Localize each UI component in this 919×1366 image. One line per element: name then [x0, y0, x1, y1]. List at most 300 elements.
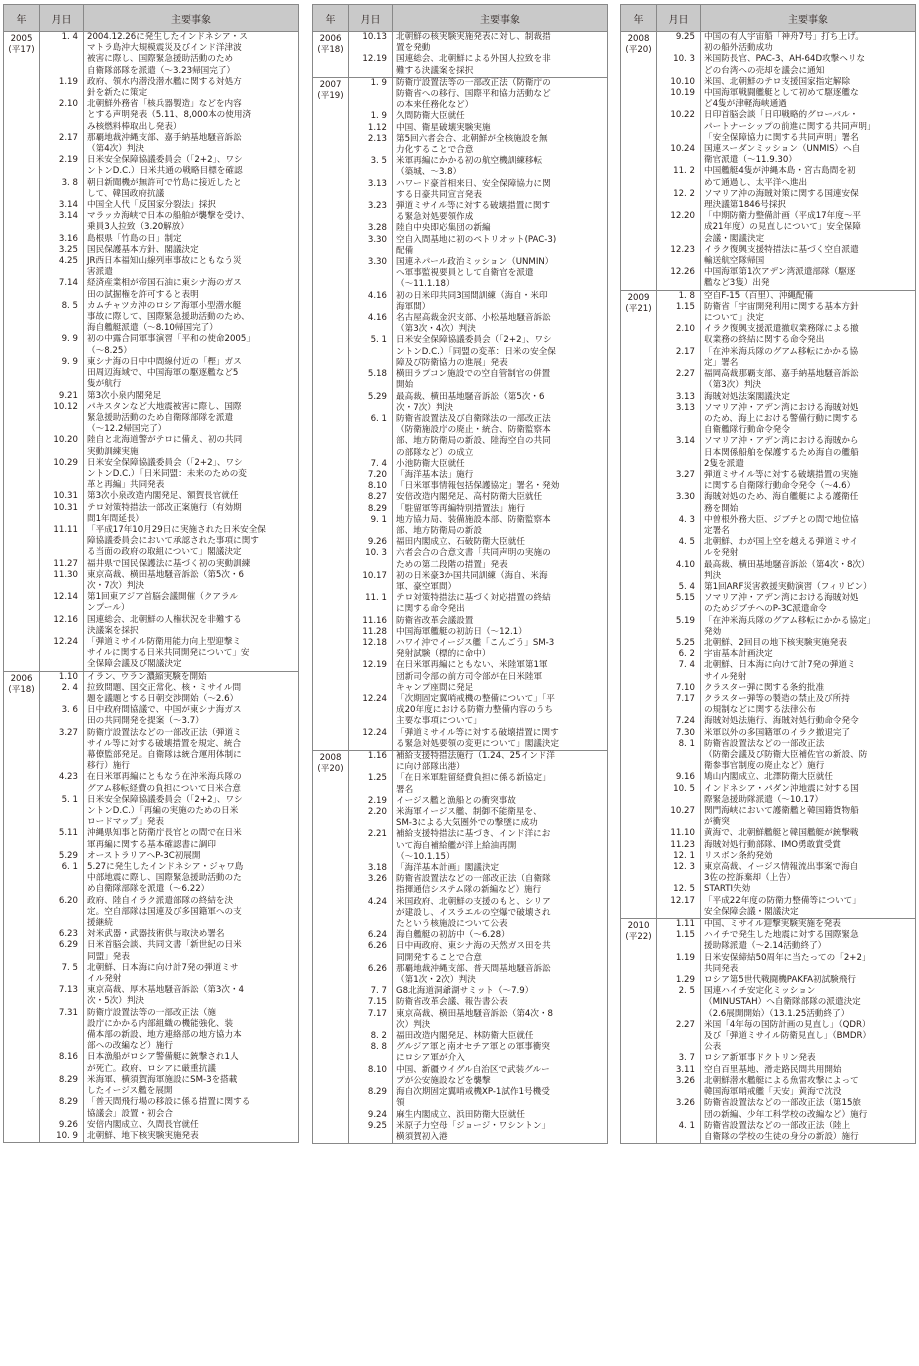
table-row: [657, 267, 915, 289]
event-text: 北朝鮮の核実験実施発表に対し、制裁措 置を発動: [396, 32, 551, 54]
event-text: 空自F-15（百里）、沖縄配備: [704, 290, 814, 301]
event-text: 防衛省改革会議設置: [396, 615, 474, 626]
table-row: [349, 660, 607, 694]
table-row: [657, 54, 915, 76]
table-row: [40, 256, 298, 278]
event-text: 初の日米豪3か国共同訓練（海自、米海 軍、豪空軍間）: [396, 570, 548, 592]
event-date: 9.25: [349, 1121, 393, 1143]
event-text: ハイチで発生した地震に対する国際緊急 援助隊派遣（～2.14活動終了）: [704, 930, 859, 952]
table-row: [657, 986, 915, 1020]
event-date: 10.27: [657, 806, 701, 828]
event-text: 福田内閣成立、石破防衛大臣就任: [396, 537, 525, 548]
event-date: 2.10: [657, 324, 701, 346]
table-row: [657, 683, 915, 694]
table-row: [657, 884, 915, 895]
event-text: 北朝鮮、地下核実験実施発表: [87, 1130, 199, 1141]
event-date: 1. 9: [349, 111, 393, 122]
table-row: [349, 459, 607, 470]
event-date: 5. 1: [40, 795, 84, 829]
table-row: [349, 414, 607, 459]
event-date: 8. 5: [40, 301, 84, 335]
event-text: 地方協力局、装備施設本部、防衛監察本 部、地方防衛局の新設: [396, 514, 551, 536]
event-text: STARTⅠ失効: [704, 884, 751, 895]
event-date: 3.18: [349, 863, 393, 874]
table-row: [349, 134, 607, 156]
event-date: 1.15: [657, 930, 701, 952]
event-text: ハワイ沖でイージス艦「こんごう」SM-3 発射試験（標的に命中）: [396, 637, 555, 660]
event-text: 中国、衛星破壊実験実施: [396, 122, 491, 133]
table-row: [349, 179, 607, 201]
event-date: 3.30: [349, 257, 393, 291]
table-row: [40, 862, 298, 896]
table-row: [657, 110, 915, 144]
table-column-2: [312, 4, 608, 1144]
table-row: [657, 828, 915, 839]
event-text: 東京高裁、イージス情報流出事案で海自 3佐の控訴棄却（上告）: [704, 862, 859, 884]
table-row: [657, 716, 915, 727]
table-row: [349, 1042, 607, 1064]
event-date: 10.31: [40, 503, 84, 525]
table-row: [657, 492, 915, 514]
table-row: [657, 851, 915, 862]
table-row: [657, 975, 915, 986]
table-row: [349, 392, 607, 414]
event-date: 7. 5: [40, 963, 84, 985]
table-row: [40, 334, 298, 356]
event-date: 8. 8: [349, 1042, 393, 1064]
event-date: 12.19: [349, 54, 393, 76]
event-text: 東京高裁、横田基地騒音訴訟（第4次・8 次）判決: [396, 1008, 554, 1030]
event-text: 防衛省設置法などの一部改正法（自衛隊 指揮通信システム隊の新編など）施行: [396, 874, 551, 896]
event-date: 1.19: [40, 77, 84, 99]
event-text: 福井県で国民保護法に基づく初の実動訓練: [87, 558, 251, 569]
table-row: [40, 615, 298, 637]
event-text: 「中期防衛力整備計画（平成17年度～平 成21年度）の見直しについて」安全保障 会議・閣議決定: [704, 211, 862, 244]
table-row: [349, 1065, 607, 1087]
event-text: 北朝鮮外務省「核兵器製造」などを内容 とする声明発表（5.11、8,000本の使用済 み核燃料棒取出し発表）: [87, 99, 252, 132]
event-text: 海賊対処法施行、海賊対処行動命令発令: [704, 716, 859, 727]
table-row: [657, 582, 915, 593]
header-date: 月日: [40, 5, 84, 31]
table-row: [40, 211, 298, 233]
event-list: [349, 32, 607, 77]
table-row: [349, 201, 607, 223]
event-text: 日本漁船がロシア警備艇に銃撃され1人 が死亡。政府、ロシアに厳重抗議: [87, 1052, 239, 1074]
header-year: 年: [4, 5, 40, 31]
event-date: 7.15: [349, 997, 393, 1008]
event-date: 3. 8: [40, 178, 84, 200]
event-date: 6.20: [40, 896, 84, 930]
table-row: [40, 32, 298, 77]
table-row: [657, 739, 915, 773]
event-text: 鳩山内閣成立、北澤防衛大臣就任: [704, 772, 833, 783]
event-date: 3.30: [657, 492, 701, 514]
event-text: 2004.12.26に発生したインドネシア・ス マトラ島沖大規模震災及びインド洋津波 被害に際し、国際緊急援助活動のため 自衛隊部隊を派遣（～3.23帰国完了）: [87, 32, 248, 76]
table-row: [349, 515, 607, 537]
year-block: [620, 291, 916, 919]
event-list: [349, 78, 607, 750]
year-block: [620, 919, 916, 1144]
event-date: 5. 4: [657, 582, 701, 593]
event-list: [657, 291, 915, 918]
event-date: 1.19: [657, 953, 701, 975]
event-text: 朝日新聞機が無許可で竹島に接近したと して、韓国政府抗議: [87, 177, 242, 199]
event-date: 10. 3: [349, 548, 393, 570]
table-row: [349, 111, 607, 122]
event-text: 海自次期固定翼哨戒機XP-1試作1号機受 領: [396, 1087, 550, 1109]
event-text: カムチャツカ沖のロシア海軍小型潜水艇 事故に際して、国際緊急援助活動のため、 海自艦艇派遣（～8.10帰国完了）: [87, 300, 250, 334]
table-row: [349, 807, 607, 829]
event-date: 2.21: [349, 829, 393, 863]
table-row: [40, 133, 298, 155]
table-row: [349, 257, 607, 291]
event-text: クラスター弾に関する条約批准: [704, 682, 825, 693]
event-text: 第3次小泉改造内閣発足、額賀長官就任: [87, 491, 239, 502]
event-date: 11.11: [40, 525, 84, 559]
table-row: [349, 291, 607, 313]
event-text: 米国、北朝鮮のテロ支援国家指定解除: [704, 76, 851, 87]
event-text: 那覇地裁沖縄支部、嘉手納基地騒音訴訟 （第4次）判決: [87, 132, 242, 155]
table-row: [657, 537, 915, 559]
table-row: [657, 166, 915, 188]
table-row: [349, 863, 607, 874]
table-row: [349, 223, 607, 234]
event-date: 10. 3: [657, 54, 701, 76]
event-text: 米軍以外の多国籍軍のイラク撤退完了: [704, 727, 851, 738]
event-text: 米国「4年毎の国防計画の見直し」（QDR） 及び「弾道ミサイル防衛見直し」（BMDR） 公表: [704, 1019, 872, 1053]
event-text: 安倍内閣成立、久間長官就任: [87, 1119, 199, 1130]
year-block: [3, 672, 299, 1144]
table-row: [349, 548, 607, 570]
table-row: [40, 592, 298, 614]
event-text: 空自百里基地、滑走路民間共用開始: [704, 1064, 842, 1075]
event-text: 米軍再編にかかる初の航空機訓練移転 （築城、～3.8）: [396, 156, 543, 178]
table-row: [40, 705, 298, 727]
header-date: 月日: [349, 5, 393, 31]
table-row: [657, 728, 915, 739]
table-row: [349, 123, 607, 134]
event-date: 12.24: [349, 694, 393, 728]
table-row: [349, 627, 607, 638]
year-label: 2007 (平19): [313, 78, 349, 750]
table-row: [40, 525, 298, 559]
event-date: 1.11: [657, 919, 701, 930]
event-text: 米原子力空母「ジョージ・ワシントン」 横須賀初入港: [396, 1120, 551, 1142]
event-text: 補給支援特措法施行（1.24、25インド洋 に向け部隊出港）: [396, 751, 555, 773]
table-row: [657, 211, 915, 245]
event-text: 「在日米軍駐留経費負担に係る新協定」 署名: [396, 773, 551, 795]
event-text: 関門海峡において護衛艦と韓国籍貨物船 が衝突: [704, 806, 859, 828]
table-row: [40, 200, 298, 211]
table-row: [349, 32, 607, 54]
table-column-1: [3, 4, 299, 1143]
event-date: 2.19: [40, 155, 84, 177]
table-row: [40, 1052, 298, 1074]
table-row: [40, 1120, 298, 1131]
event-text: 初の中露合同軍事演習「平和の使命2005」 （～8.25）: [87, 334, 255, 356]
event-date: 11.30: [40, 570, 84, 592]
table-header: [3, 4, 299, 32]
event-text: ロシア新軍事ドクトリン発表: [704, 1053, 816, 1064]
event-date: 6.23: [40, 929, 84, 940]
event-date: 6.24: [349, 930, 393, 941]
table-row: [657, 436, 915, 470]
table-row: [657, 1020, 915, 1054]
event-date: 1.12: [349, 123, 393, 134]
table-row: [657, 896, 915, 918]
event-date: 10.13: [349, 32, 393, 54]
event-text: 中曽根外務大臣、ジブチとの間で地位協 定署名: [704, 514, 859, 536]
table-row: [40, 458, 298, 492]
event-date: 3.25: [40, 245, 84, 256]
event-text: 沖縄県知事と防衛庁長官との間で在日米 軍再編に関する基本確認書に調印: [87, 828, 242, 850]
event-date: 7. 4: [657, 660, 701, 682]
event-text: ソマリア沖の海賊対策に関する国連安保 理決議第1846号採択: [704, 188, 859, 211]
year-block: [312, 78, 608, 751]
table-row: [349, 1110, 607, 1121]
table-row: [40, 851, 298, 862]
table-row: [349, 829, 607, 863]
table-row: [657, 862, 915, 884]
event-text: 防衛省設置法などの一部改正法（陸上 自衛隊の学校の生徒の身分の新設）施行: [704, 1120, 859, 1142]
event-text: 第3次小泉内閣発足: [87, 390, 162, 401]
event-date: 12.26: [657, 267, 701, 289]
event-text: インドネシア・パダン沖地震に対する国 際緊急援助隊派遣（～10.17）: [704, 783, 859, 805]
table-row: [40, 301, 298, 335]
event-text: イラク復興支援特措法に基づく空自派遣 輸送航空隊帰国: [704, 244, 859, 267]
table-row: [349, 874, 607, 896]
event-date: 10.31: [40, 491, 84, 502]
event-text: 日印首脳会談「日印戦略的グローバル・ パートナーシップの前進に関する共同声明」 「安全保障協力に関する共同声明」署名: [704, 110, 876, 143]
event-text: リスボン条約発効: [704, 850, 773, 861]
header-event: 主要事象: [480, 14, 520, 26]
event-text: 防衛省改革会議、報告書公表: [396, 997, 508, 1008]
event-text: 宇宙基本計画決定: [704, 649, 773, 660]
event-date: 10.29: [40, 458, 84, 492]
event-text: 「普天間飛行場の移設に係る措置に関する 協議会」設置・初会合: [87, 1097, 251, 1119]
event-date: 2.10: [40, 99, 84, 133]
event-text: ソマリア沖・アデン湾における海賊対処 のためジブチへのP-3C派遣命令: [704, 593, 859, 615]
event-date: 5.18: [349, 369, 393, 391]
year-label: 2008 (平20): [313, 751, 349, 1143]
event-date: 6. 2: [657, 649, 701, 660]
event-date: 12. 3: [657, 862, 701, 884]
table-row: [349, 694, 607, 728]
event-date: 1.15: [657, 302, 701, 324]
event-date: 9. 1: [349, 515, 393, 537]
table-row: [349, 1087, 607, 1109]
event-date: 6. 1: [40, 862, 84, 896]
event-date: 2.17: [40, 133, 84, 155]
event-date: 3.11: [657, 1065, 701, 1076]
event-text: 5.27に発生したインドネシア・ジャワ島 中部地震に際し、国際緊急援助活動のた め自衛隊部隊を派遣（～6.22）: [87, 862, 244, 895]
event-date: 10.17: [349, 571, 393, 593]
event-date: 2.17: [657, 347, 701, 369]
event-text: 日米安全保障協議委員会（「2+2」、ワシ ントンD.C.）「日米同盟：未来のための変 革と再編」共同発表: [87, 457, 247, 491]
table-row: [40, 570, 298, 592]
event-list: [40, 32, 298, 671]
table-row: [657, 1076, 915, 1098]
event-text: 米国防長官、PAC-3、AH-64D攻撃ヘリな どの台湾への売却を議会に通知: [704, 54, 866, 76]
event-date: 2.19: [349, 796, 393, 807]
table-row: [349, 235, 607, 257]
table-row: [349, 728, 607, 750]
table-row: [40, 1008, 298, 1053]
event-text: 防衛庁設置法などの一部改正法（弾道ミ サイル等に対する破壊措置を規定、統合 幕僚監部発足。自衛隊は統合運用体制に 移行）施行: [87, 727, 242, 772]
event-text: 北朝鮮、日本海に向け計7発の弾道ミサ イル発射: [87, 962, 239, 985]
table-row: [349, 941, 607, 963]
event-date: 7.17: [657, 694, 701, 716]
year-block: [3, 32, 299, 672]
event-date: 12.18: [349, 638, 393, 660]
event-date: 9. 9: [40, 357, 84, 391]
event-text: 第1回東アジア首脳会議開催（クアラル ンプール）: [87, 592, 238, 614]
table-row: [349, 156, 607, 178]
table-row: [349, 492, 607, 503]
table-row: [657, 302, 915, 324]
table-row: [349, 616, 607, 627]
event-text: 防衛省設置法及び自衛隊法の一部改正法 （防衛施設庁の廃止・統合、防衛監察本 部、地方防衛局の新設、陸海空自の共同 の部隊など）の成立: [396, 413, 551, 458]
table-row: [40, 929, 298, 940]
year-label: 2006 (平18): [4, 672, 40, 1143]
event-date: 11. 1: [349, 593, 393, 615]
table-row: [657, 515, 915, 537]
event-date: 4.23: [40, 772, 84, 794]
event-date: 5.11: [40, 828, 84, 850]
event-date: 7.10: [657, 683, 701, 694]
table-header: [312, 4, 608, 32]
table-row: [349, 930, 607, 941]
event-date: 10.20: [40, 435, 84, 457]
event-text: 北朝鮮、2回目の地下核実験実施発表: [704, 637, 847, 648]
table-row: [657, 1098, 915, 1120]
table-row: [657, 403, 915, 437]
event-text: 横田ラプコン施設での空自管制官の併置 開始: [396, 369, 551, 391]
event-text: 「平成22年度の防衛力整備等について」 安全保障会議・閣議決定: [704, 895, 861, 917]
event-text: 久間防衛大臣就任: [396, 111, 465, 122]
event-date: 2.20: [349, 807, 393, 829]
table-row: [40, 1075, 298, 1097]
header-year: 年: [313, 5, 349, 31]
event-text: イラン、ウラン濃縮実験を開始: [87, 671, 207, 682]
table-row: [40, 245, 298, 256]
event-date: 9.25: [657, 32, 701, 54]
event-date: 8.10: [349, 481, 393, 492]
table-row: [40, 828, 298, 850]
table-row: [657, 245, 915, 267]
table-row: [349, 504, 607, 515]
event-date: 3.26: [657, 1076, 701, 1098]
event-date: 3.26: [349, 874, 393, 896]
event-text: 米国政府、北朝鮮の支援のもと、シリア が建設し、イスラエルの空爆で破壊され たという核施設について公表: [396, 896, 551, 930]
header-event: 主要事象: [788, 14, 828, 26]
header-date: 月日: [657, 5, 701, 31]
event-text: オーストラリアへP-3C初展開: [87, 850, 201, 861]
event-text: 海賊対処法案閣議決定: [704, 391, 790, 402]
event-text: 海賊対処行動部隊、IMO勇敢賞受賞: [704, 839, 842, 850]
event-text: 拉致問題、国交正常化、核・ミサイル問 題を議題とする日朝交渉開始（～2.6）: [87, 682, 242, 704]
table-row: [349, 54, 607, 76]
table-row: [40, 391, 298, 402]
event-text: 「駐留軍等再編特別措置法」施行: [396, 503, 525, 514]
event-date: 4.25: [40, 256, 84, 278]
table-row: [657, 919, 915, 930]
event-date: 8.16: [40, 1052, 84, 1074]
event-text: 対米武器・武器技術供与取決め署名: [87, 929, 225, 940]
event-text: 最高裁、横田基地騒音訴訟（第5次・6 次・7次）判決: [396, 391, 545, 413]
table-row: [349, 964, 607, 986]
event-text: 福田改造内閣発足、林防衛大臣就任: [396, 1031, 534, 1042]
event-date: 3.14: [657, 436, 701, 470]
event-date: 4.10: [657, 560, 701, 582]
event-text: 「海洋基本法」施行: [396, 469, 474, 480]
table-row: [657, 616, 915, 638]
event-text: 東京高裁、横田基地騒音訴訟（第5次・6 次・7次）判決: [87, 569, 245, 591]
event-text: 防衛庁設置法等の一部改正法（防衛庁の 防衛省への移行、国際平和協力活動など の本来任務化など）: [396, 77, 551, 111]
event-text: 中国海軍第1次アデン湾派遣部隊（駆逐 艦など3隻）出発: [704, 267, 856, 289]
event-date: 3. 7: [657, 1053, 701, 1064]
table-row: [40, 491, 298, 502]
table-row: [657, 324, 915, 346]
event-date: 3. 5: [349, 156, 393, 178]
event-date: 8.29: [40, 1097, 84, 1119]
event-list: [349, 751, 607, 1143]
event-text: 防衛省設置法などの一部改正法（第15旅 団の新編、少年工科学校の改編など）施行: [704, 1098, 868, 1120]
event-date: 8.29: [349, 1087, 393, 1109]
event-date: 2. 4: [40, 683, 84, 705]
table-row: [349, 78, 607, 112]
event-list: [657, 919, 915, 1143]
table-row: [657, 189, 915, 211]
table-row: [657, 953, 915, 975]
event-text: 在日米軍再編にともない、米陸軍第1軍 団新司令部の前方司令部が在日米陸軍 キャンプ座間に発足: [396, 660, 548, 693]
event-date: 8.27: [349, 492, 393, 503]
event-list: [40, 672, 298, 1143]
event-text: 国連総会、北朝鮮の人権状況を非難する 決議案を採択: [87, 614, 242, 636]
event-date: 6.26: [349, 964, 393, 986]
event-text: 「在沖米海兵隊のグアム移転にかかる協定」 発効: [704, 615, 876, 637]
event-date: 3.30: [349, 235, 393, 257]
event-text: 中国海軍艦艇の初訪日（～12.1）: [396, 626, 527, 637]
event-date: 4. 5: [657, 537, 701, 559]
event-date: 4.16: [349, 291, 393, 313]
event-text: 弾道ミサイル等に対する破壊措置に関す る緊急対処要領作成: [396, 201, 551, 223]
table-row: [40, 1097, 298, 1119]
event-date: 3.13: [657, 392, 701, 403]
header-year: 年: [621, 5, 657, 31]
event-text: 日中政府間協議で、中国が東シナ海ガス 田の共同開発を提案（～3.7）: [87, 705, 242, 727]
event-text: テロ対策特措法に基づく対応措置の終結 に関する命令発出: [396, 593, 551, 615]
event-date: 2.13: [349, 134, 393, 156]
event-date: 5. 1: [349, 335, 393, 369]
event-date: 9. 9: [40, 334, 84, 356]
table-row: [40, 728, 298, 773]
event-text: パキスタンなど大地震被害に際し、国際 緊急援助活動のため自衛隊部隊を派遣 （～12.2帰国完了）: [87, 401, 242, 435]
event-text: 北朝鮮、日本海に向けて計7発の弾道ミ サイル発射: [704, 660, 856, 682]
table-row: [657, 560, 915, 582]
event-date: 8.29: [349, 504, 393, 515]
event-text: 中国艦艇4隻が沖縄本島・宮古島間を初 めて通過し、太平洋へ進出: [704, 166, 856, 188]
table-row: [657, 1121, 915, 1143]
event-date: 11.16: [349, 616, 393, 627]
table-row: [40, 155, 298, 177]
event-date: 12. 5: [657, 884, 701, 895]
event-text: 「弾道ミサイル防衛用能力向上型迎撃ミ サイルに関する日米共同開発について」安 全保障会議及び閣議決定: [87, 636, 250, 670]
event-date: 7. 7: [349, 986, 393, 997]
event-text: 東シナ海の日中中間線付近の「樫」ガス 田周辺海域で、中国海軍の駆逐艦など5 隻が航行: [87, 356, 242, 390]
event-date: 12.16: [40, 615, 84, 637]
year-label: 2005 (平17): [4, 32, 40, 671]
